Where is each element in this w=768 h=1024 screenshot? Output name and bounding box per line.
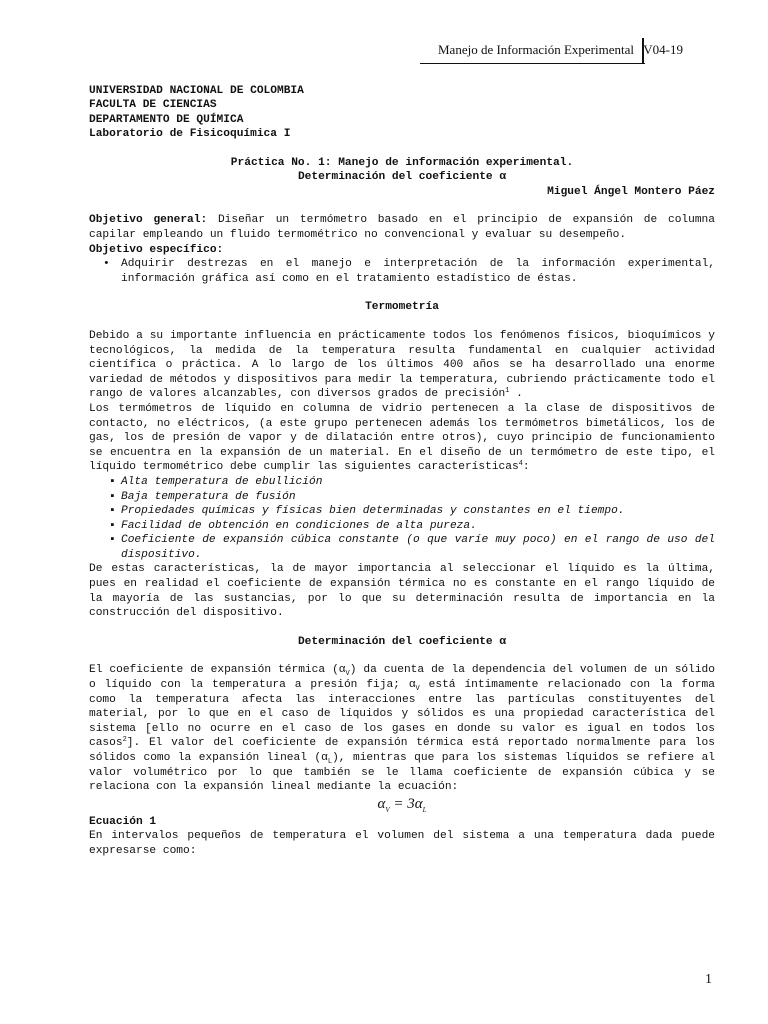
subscript-v: V (415, 685, 420, 694)
termometria-paragraph-1 (89, 329, 715, 402)
document-body (89, 84, 715, 859)
list-item: ▪ Coeficiente de expansión cúbica constante (o que varíe muy poco) en el rango de uso del dispositivo. (89, 533, 715, 562)
general-objective (89, 213, 715, 242)
termometria-paragraph-2 (89, 402, 715, 475)
general-objective-text: Diseñar un termómetro basado en el principio de expansión de columna capilar empleando un fluido termométrico no convencional y evaluar su desempeño. (89, 214, 715, 241)
paragraph-text: ]. El valor del coeficiente de expansión térmica está reportado normalmente para los sólidos como la expansión lineal (α (89, 737, 715, 764)
equation-subscript: V (385, 805, 390, 814)
page-header (420, 38, 730, 60)
equation-part: = 3α (389, 795, 423, 812)
paragraph-text: : (522, 461, 530, 474)
coeficiente-paragraph (89, 663, 715, 794)
header-code: V04-19 (643, 42, 683, 57)
citation-2: 2 (122, 736, 127, 745)
paragraph-text: Debido a su importante influencia en prácticamente todos los fenómenos físicos, bioquímicos y tecnológicos, la medida de la temperatura resulta fundamental en cualquier actividad científica o práctica. A lo largo de los últimos 400 años se ha desarrollado una enorme variedad de métodos y dispositivos para medir la temperatura, cubriendo prácticamente todo el rango de valores alcanzables, con diversos grados de precisión (89, 329, 715, 401)
institution-line-faculty: FACULTA DE CIENCIAS (89, 99, 217, 112)
list-item: ▪ Propiedades químicas y físicas bien determinadas y constantes en el tiempo. (89, 504, 715, 519)
paragraph-text: está íntimamente relacionado con la forma como la temperatura afecta las interacciones entre las partículas constituyentes del material, por lo que en el caso de líquidos y sólidos es una propiedad característica del sistema [ello no ocurre en el caso de los gases en donde su valor es igual en todos los casos (89, 679, 715, 750)
paragraph-text: Los termómetros de líquido en columna de vidrio pertenecen a la clase de dispositivos de contacto, no eléctricos, (a este grupo pertenecen además los termómetros bimetálicos, los de gas, los de presión de vapor y de dilatación entre otros), cuyo principio de funcionamiento se encuentra en la expansión de un material. En el diseño de un termómetro de este tipo, el líquido termométrico debe cumplir las siguientes características (89, 402, 715, 474)
header-title: Manejo de Información Experimental (437, 42, 634, 57)
equation-part: α (377, 795, 386, 812)
general-objective-label: Objetivo general: (89, 214, 208, 227)
termometria-paragraph-3: De estas características, la de mayor importancia al seleccionar el líquido es la última, pues en realidad el coeficiente de expansión térmica no es constante en el rango líquido de la mayoría de las sustancias, por lo que su determinación resulta de importancia en la construcción del dispositivo. (89, 563, 715, 620)
paragraph-text: ), mientras que para los sistemas líquidos se refiere al valor volumétrico por lo que también se le llama coeficiente de expansión cúbica y se relaciona con la expansión lineal mediante la ecuación: (89, 752, 715, 794)
subscript-v: V (345, 670, 350, 679)
institution-line-lab: Laboratorio de Fisicoquímica I (89, 128, 291, 141)
subscript-l: L (327, 758, 333, 767)
citation-4: 4 (518, 460, 523, 469)
list-item: ▪ Baja temperatura de fusión (89, 490, 715, 505)
paragraph-text: El coeficiente de expansión térmica (α (89, 664, 346, 677)
list-item: • Adquirir destrezas en el manejo e interpretación de la información experimental, información gráfica así como en el tratamiento estadístico de éstas. (89, 257, 715, 286)
institution-line-university: UNIVERSIDAD NACIONAL DE COLOMBIA (89, 85, 304, 97)
equation-1 (89, 797, 715, 815)
final-paragraph: En intervalos pequeños de temperatura el volumen del sistema a una temperatura dada puede expresarse como: (89, 830, 715, 857)
institution-block (89, 84, 715, 142)
paragraph-text: ) da cuenta de la dependencia del volumen de un sólido o líquido con la temperatura a presión fija; α (89, 664, 715, 692)
equation-subscript: L (422, 805, 427, 814)
equation-label: Ecuación 1 (89, 815, 157, 828)
characteristics-list (89, 475, 715, 563)
practice-subtitle: Determinación del coeficiente α (297, 171, 507, 184)
specific-objective-list (89, 257, 715, 286)
institution-line-department: DEPARTAMENTO DE QUÍMICA (89, 113, 244, 126)
citation-1: 1 (505, 387, 510, 396)
list-item: ▪ Alta temperatura de ebullición (89, 475, 715, 490)
section-heading-termometria: Termometría (365, 301, 439, 314)
header-rule (420, 63, 645, 64)
section-heading-coeficiente: Determinación del coeficiente α (297, 635, 507, 648)
specific-objective-label: Objetivo específico: (89, 243, 224, 256)
practice-title: Práctica No. 1: Manejo de información experimental. (230, 156, 574, 169)
page-number: 1 (705, 972, 712, 987)
paragraph-text: . (509, 388, 523, 401)
author-name: Miguel Ángel Montero Páez (547, 185, 715, 198)
list-item: ▪ Facilidad de obtención en condiciones de alta pureza. (89, 519, 715, 534)
